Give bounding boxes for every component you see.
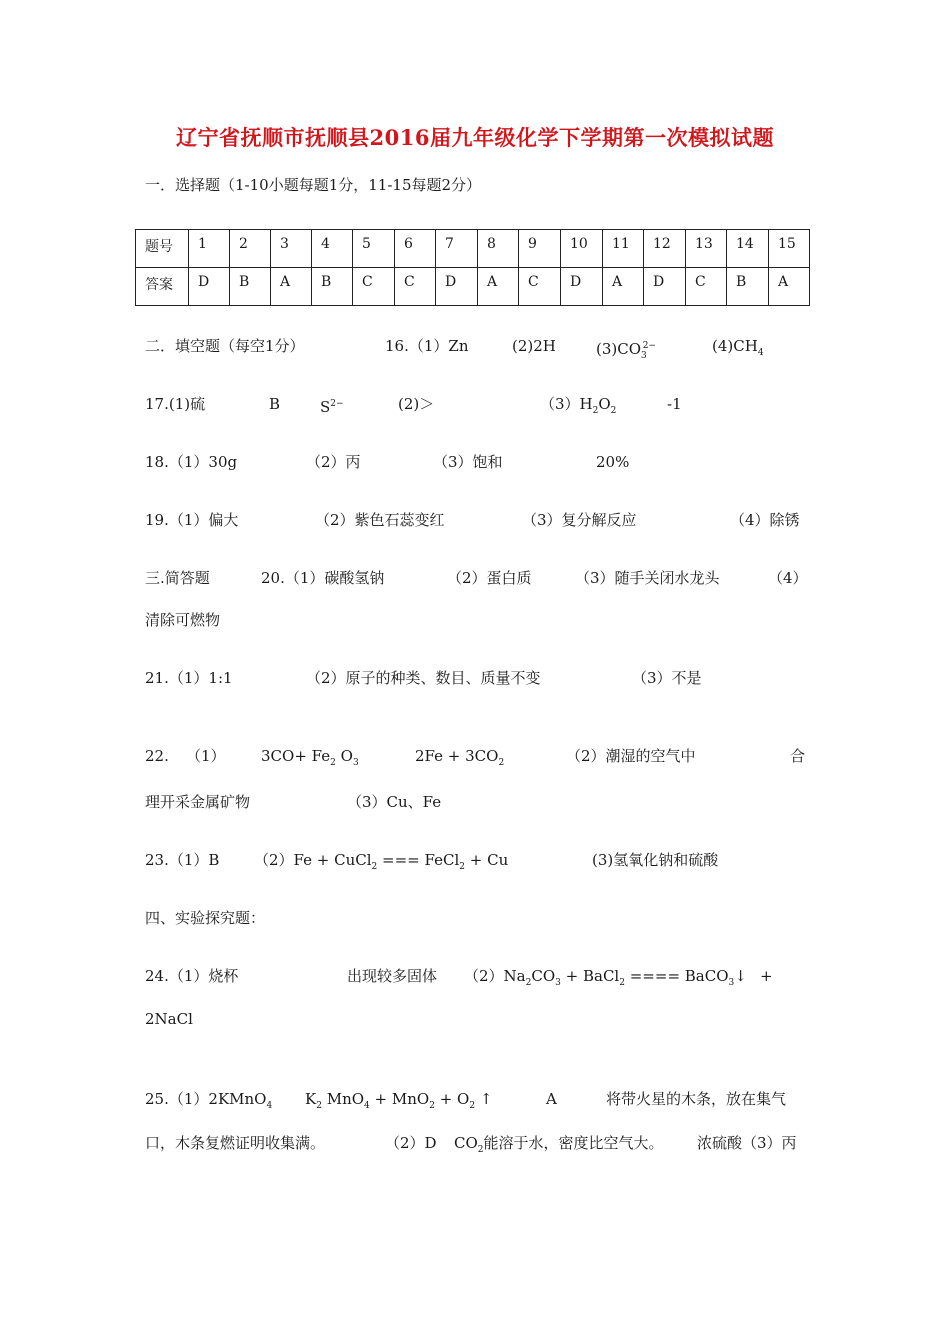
q22-number: 22. [145, 747, 169, 765]
q25-part2: （2）D [385, 1134, 437, 1152]
q25-part1: 25.（1）2KMnO$_4$ [145, 1090, 273, 1111]
table-cell-number: 2 [230, 230, 271, 268]
table-cell-number: 5 [353, 230, 395, 268]
table-cell-number: 8 [478, 230, 519, 268]
q23-part2: （2）Fe + CuCl$_2$ === FeCl$_2$ + Cu [254, 851, 509, 872]
q21-part3: （3）不是 [632, 669, 702, 687]
q20-part2: （2）蛋白质 [447, 569, 532, 587]
section-2-heading: 二．填空题（每空1分） [145, 337, 305, 355]
section-3-heading: 三.简答题 [145, 569, 210, 587]
q18-part1: 18.（1）30g [145, 453, 238, 471]
table-header-cell: 题号 [136, 230, 189, 268]
q22-part2-answer: 理开采金属矿物 [145, 793, 251, 811]
q24-plus: + [760, 967, 773, 985]
table-header-cell: 答案 [136, 268, 189, 306]
q21-part2: （2）原子的种类、数目、质量不变 [306, 669, 541, 687]
section-1-heading: 一．选择题（1-10小题每题1分，11-15每题2分） [145, 176, 482, 194]
table-cell-number: 4 [312, 230, 353, 268]
q18-part2: （2）丙 [306, 453, 361, 471]
q24-part1: 24.（1）烧杯 [145, 967, 239, 985]
q24-part1-answer: 出现较多固体 [347, 967, 438, 985]
table-cell-answer: C [686, 268, 727, 306]
q25-part2-reason: $CO_2$能溶于水，密度比空气大。 [454, 1134, 664, 1155]
q25-method-cont: 口，木条复燃证明收集满。 [145, 1134, 326, 1152]
table-cell-answer: B [312, 268, 353, 306]
table-row [136, 268, 810, 306]
q24-part2-cont: 2NaCl [145, 1010, 193, 1028]
q18-part3: （3）饱和 [433, 453, 503, 471]
q17-b: B [269, 395, 281, 413]
q16-part3: $(3)CO_3^{2-}$ [596, 340, 657, 361]
table-cell-number: 1 [189, 230, 230, 268]
q25-a: A [546, 1090, 557, 1108]
q22-part3: （3）Cu、Fe [347, 793, 442, 811]
q20-part3: （3）随手关闭水龙头 [575, 569, 720, 587]
q22-part1: （1） [186, 747, 226, 765]
q25-equation-right: $K_2$ $MnO_4 + MnO_2 + O_2$ ↑ [305, 1090, 493, 1111]
table-cell-number: 14 [727, 230, 769, 268]
q17-value: -1 [667, 395, 682, 413]
table-cell-number: 6 [395, 230, 436, 268]
table-cell-number: 12 [644, 230, 686, 268]
table-cell-answer: D [436, 268, 478, 306]
table-cell-number: 13 [686, 230, 727, 268]
q17-part3: $(3)H_2O_2$ [540, 395, 617, 416]
q16-part2: (2)2H [512, 337, 556, 355]
q22-equation-right: $2Fe + 3CO_2$ [415, 747, 505, 768]
page-title: 辽宁省抚顺市抚顺县2016届九年级化学下学期第一次模拟试题 [176, 125, 774, 150]
q17-ion: $S^{2-}$ [320, 398, 344, 416]
q22-part2-cont: 合 [790, 747, 806, 765]
q20-part4-answer: 清除可燃物 [145, 611, 221, 629]
table-cell-number: 11 [603, 230, 644, 268]
q23-part3: (3)氢氧化钠和硫酸 [592, 851, 719, 869]
q19-part3: （3）复分解反应 [522, 511, 637, 529]
q23-part1: 23.（1）B [145, 851, 220, 869]
table-row [136, 230, 810, 268]
table-cell-answer: C [395, 268, 436, 306]
q20-part1: 20.（1）碳酸氢钠 [261, 569, 385, 587]
table-cell-answer: D [189, 268, 230, 306]
q22-equation-left: $3CO+ Fe_2$ $O_3$ [261, 747, 359, 768]
table-cell-answer: B [230, 268, 271, 306]
q19-part1: 19.（1）偏大 [145, 511, 239, 529]
table-cell-answer: A [478, 268, 519, 306]
table-cell-number: 15 [769, 230, 810, 268]
answer-table [135, 229, 810, 306]
q24-part2: $(2)Na_2CO_3$ + BaCl$_2$ ==== BaCO$_3$↓ [464, 967, 747, 988]
section-4-heading: 四、实验探究题： [145, 909, 266, 927]
table-cell-answer: D [561, 268, 603, 306]
q16-part4: $(4)CH_4$ [712, 337, 764, 358]
table-cell-answer: C [519, 268, 561, 306]
q21-part1: 21.（1）1:1 [145, 669, 233, 687]
table-cell-answer: B [727, 268, 769, 306]
table-cell-number: 7 [436, 230, 478, 268]
table-cell-number: 10 [561, 230, 603, 268]
table-cell-number: 9 [519, 230, 561, 268]
table-cell-answer: A [271, 268, 312, 306]
table-cell-answer: A [603, 268, 644, 306]
table-cell-answer: A [769, 268, 810, 306]
q20-part4: （4） [768, 569, 808, 587]
q17-part1: 17.(1)硫 [145, 395, 206, 413]
table-cell-answer: D [644, 268, 686, 306]
q16-part1: 16.（1）Zn [385, 337, 469, 355]
q25-method: 将带火星的木条，放在集气 [606, 1090, 787, 1108]
q22-part2: （2）潮湿的空气中 [566, 747, 696, 765]
q25-part3: 浓硫酸（3）丙 [697, 1134, 797, 1152]
q18-part4: 20% [596, 453, 630, 471]
q17-part2: (2)＞ [398, 395, 435, 413]
q19-part4: （4）除锈 [730, 511, 800, 529]
q19-part2: （2）紫色石蕊变红 [315, 511, 445, 529]
table-cell-answer: C [353, 268, 395, 306]
table-cell-number: 3 [271, 230, 312, 268]
